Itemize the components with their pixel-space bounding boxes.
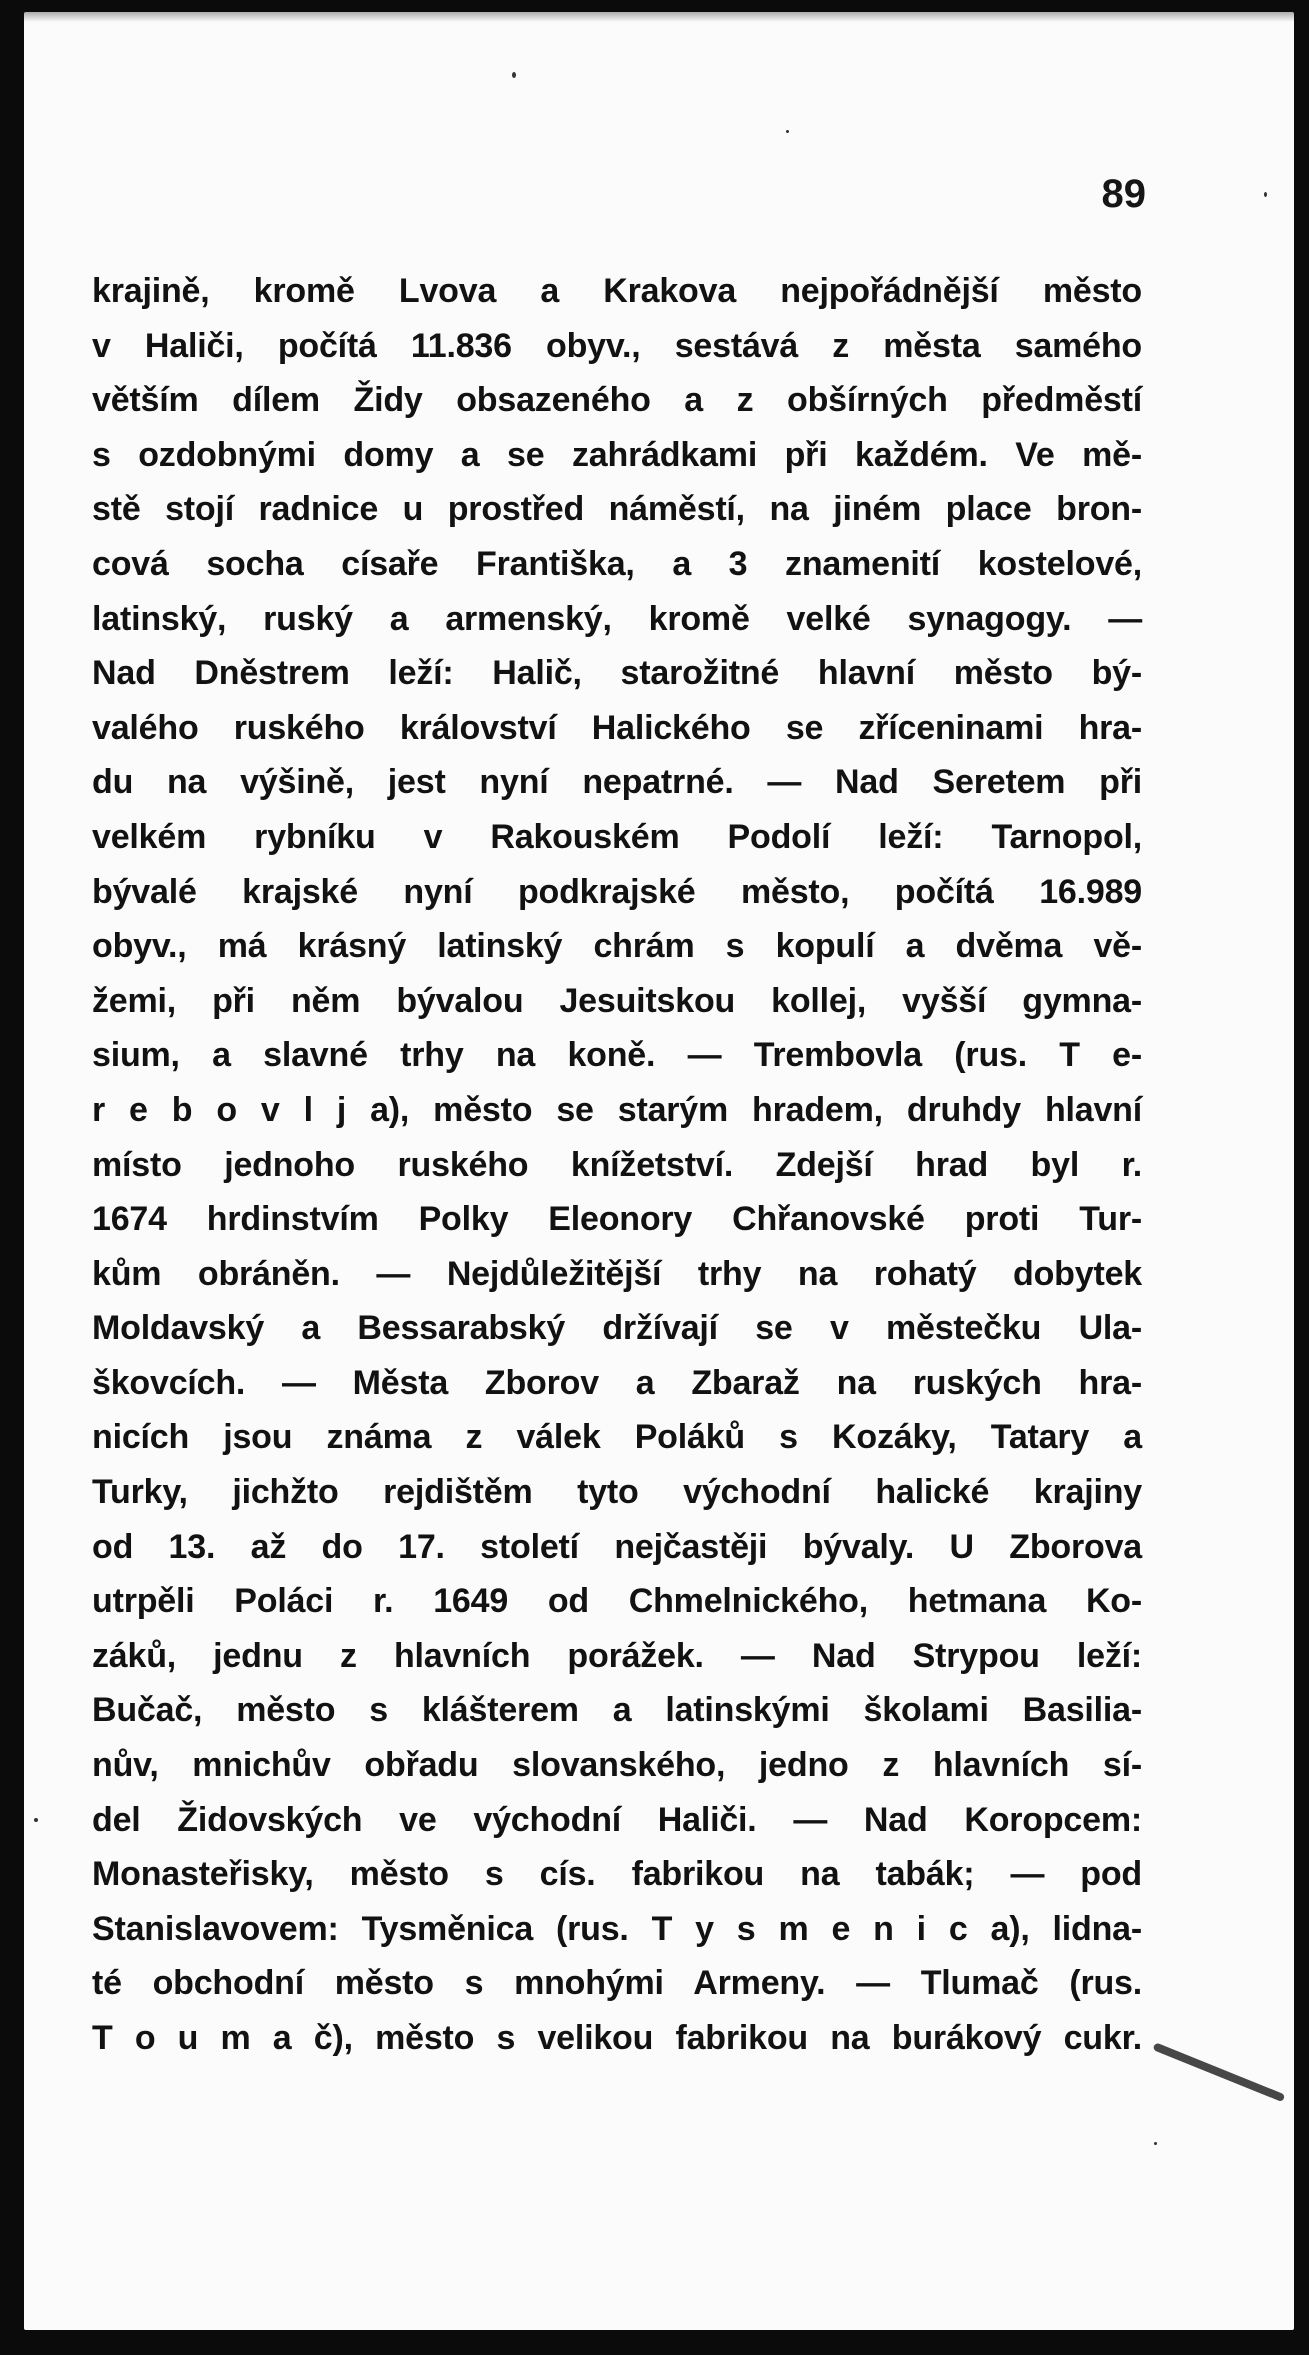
text-line: od 13. až do 17. století nejčastěji bývaly. U Zborova [92, 1527, 1142, 1566]
text-line: škovcích. — Města Zborov a Zbaraž na ruských hra- [92, 1363, 1142, 1402]
text-line: nicích jsou známa z válek Poláků s Kozáky, Tatary a [92, 1418, 1142, 1457]
text-line: cová socha císaře Františka, a 3 znamenití kostelové, [92, 544, 1142, 583]
text-line: valého ruského království Halického se zříceninami hra- [92, 708, 1142, 747]
text-line: bývalé krajské nyní podkrajské město, počítá 16.989 [92, 872, 1142, 911]
dust-speck [1154, 2142, 1157, 2145]
text-line: Turky, jichžto rejdištěm tyto východní halické krajiny [92, 1473, 1142, 1512]
text-line: sium, a slavné trhy na koně. — Trembovla (rus. T e- [92, 1036, 1142, 1075]
text-line: r e b o v l j a), město se starým hradem, druhdy hlavní [92, 1090, 1142, 1129]
page-curl-shadow [1153, 2042, 1286, 2102]
text-line: Nad Dněstrem leží: Halič, starožitné hlavní město bý- [92, 654, 1142, 693]
text-line: T o u m a č), město s velikou fabrikou na burákový cukr. [92, 2019, 1142, 2057]
text-line: obyv., má krásný latinský chrám s kopulí a dvěma vě- [92, 927, 1142, 966]
text-line: kům obráněn. — Nejdůležitější trhy na rohatý dobytek [92, 1254, 1142, 1293]
page-top-shadow [24, 12, 1294, 22]
text-line: záků, jednu z hlavních porážek. — Nad Strypou leží: [92, 1636, 1142, 1675]
dust-speck [786, 130, 789, 133]
text-line: větším dílem Židy obsazeného a z obšírných předměstí [92, 381, 1142, 420]
text-line: nův, mnichův obřadu slovanského, jedno z hlavních sí- [92, 1746, 1142, 1785]
text-line: Bučač, město s klášterem a latinskými školami Basilia- [92, 1691, 1142, 1730]
text-line: s ozdobnými domy a se zahrádkami při každém. Ve mě- [92, 435, 1142, 474]
book-page [24, 12, 1294, 2330]
text-line: žemi, při něm bývalou Jesuitskou kollej, vyšší gymna- [92, 981, 1142, 1020]
dust-speck [34, 1818, 38, 1822]
body-text [92, 264, 1142, 2066]
text-line: du na výšině, jest nyní nepatrné. — Nad Seretem při [92, 763, 1142, 802]
text-line: Moldavský a Bessarabský držívají se v městečku Ula- [92, 1309, 1142, 1348]
text-line: 1674 hrdinstvím Polky Eleonory Chřanovské proti Tur- [92, 1200, 1142, 1239]
text-line: velkém rybníku v Rakouském Podolí leží: Tarnopol, [92, 817, 1142, 856]
text-line: té obchodní město s mnohými Armeny. — Tlumač (rus. [92, 1964, 1142, 2003]
text-line: latinský, ruský a armenský, kromě velké synagogy. — [92, 599, 1142, 638]
dust-speck [1264, 192, 1267, 197]
dust-speck [512, 72, 516, 78]
page-number: 89 [1101, 172, 1146, 216]
text-line: místo jednoho ruského knížetství. Zdejší hrad byl r. [92, 1145, 1142, 1184]
text-line: utrpěli Poláci r. 1649 od Chmelnického, hetmana Ko- [92, 1582, 1142, 1621]
text-line: krajině, kromě Lvova a Krakova nejpořádnější město [92, 272, 1142, 310]
text-line: stě stojí radnice u prostřed náměstí, na jiném place bron- [92, 490, 1142, 529]
text-line: Monasteřisky, město s cís. fabrikou na tabák; — pod [92, 1855, 1142, 1894]
text-line: Stanislavovem: Tysměnica (rus. T y s m e n i c a), lidna- [92, 1909, 1142, 1948]
text-line: v Haliči, počítá 11.836 obyv., sestává z města samého [92, 326, 1142, 365]
text-line: del Židovských ve východní Haliči. — Nad Koropcem: [92, 1800, 1142, 1839]
